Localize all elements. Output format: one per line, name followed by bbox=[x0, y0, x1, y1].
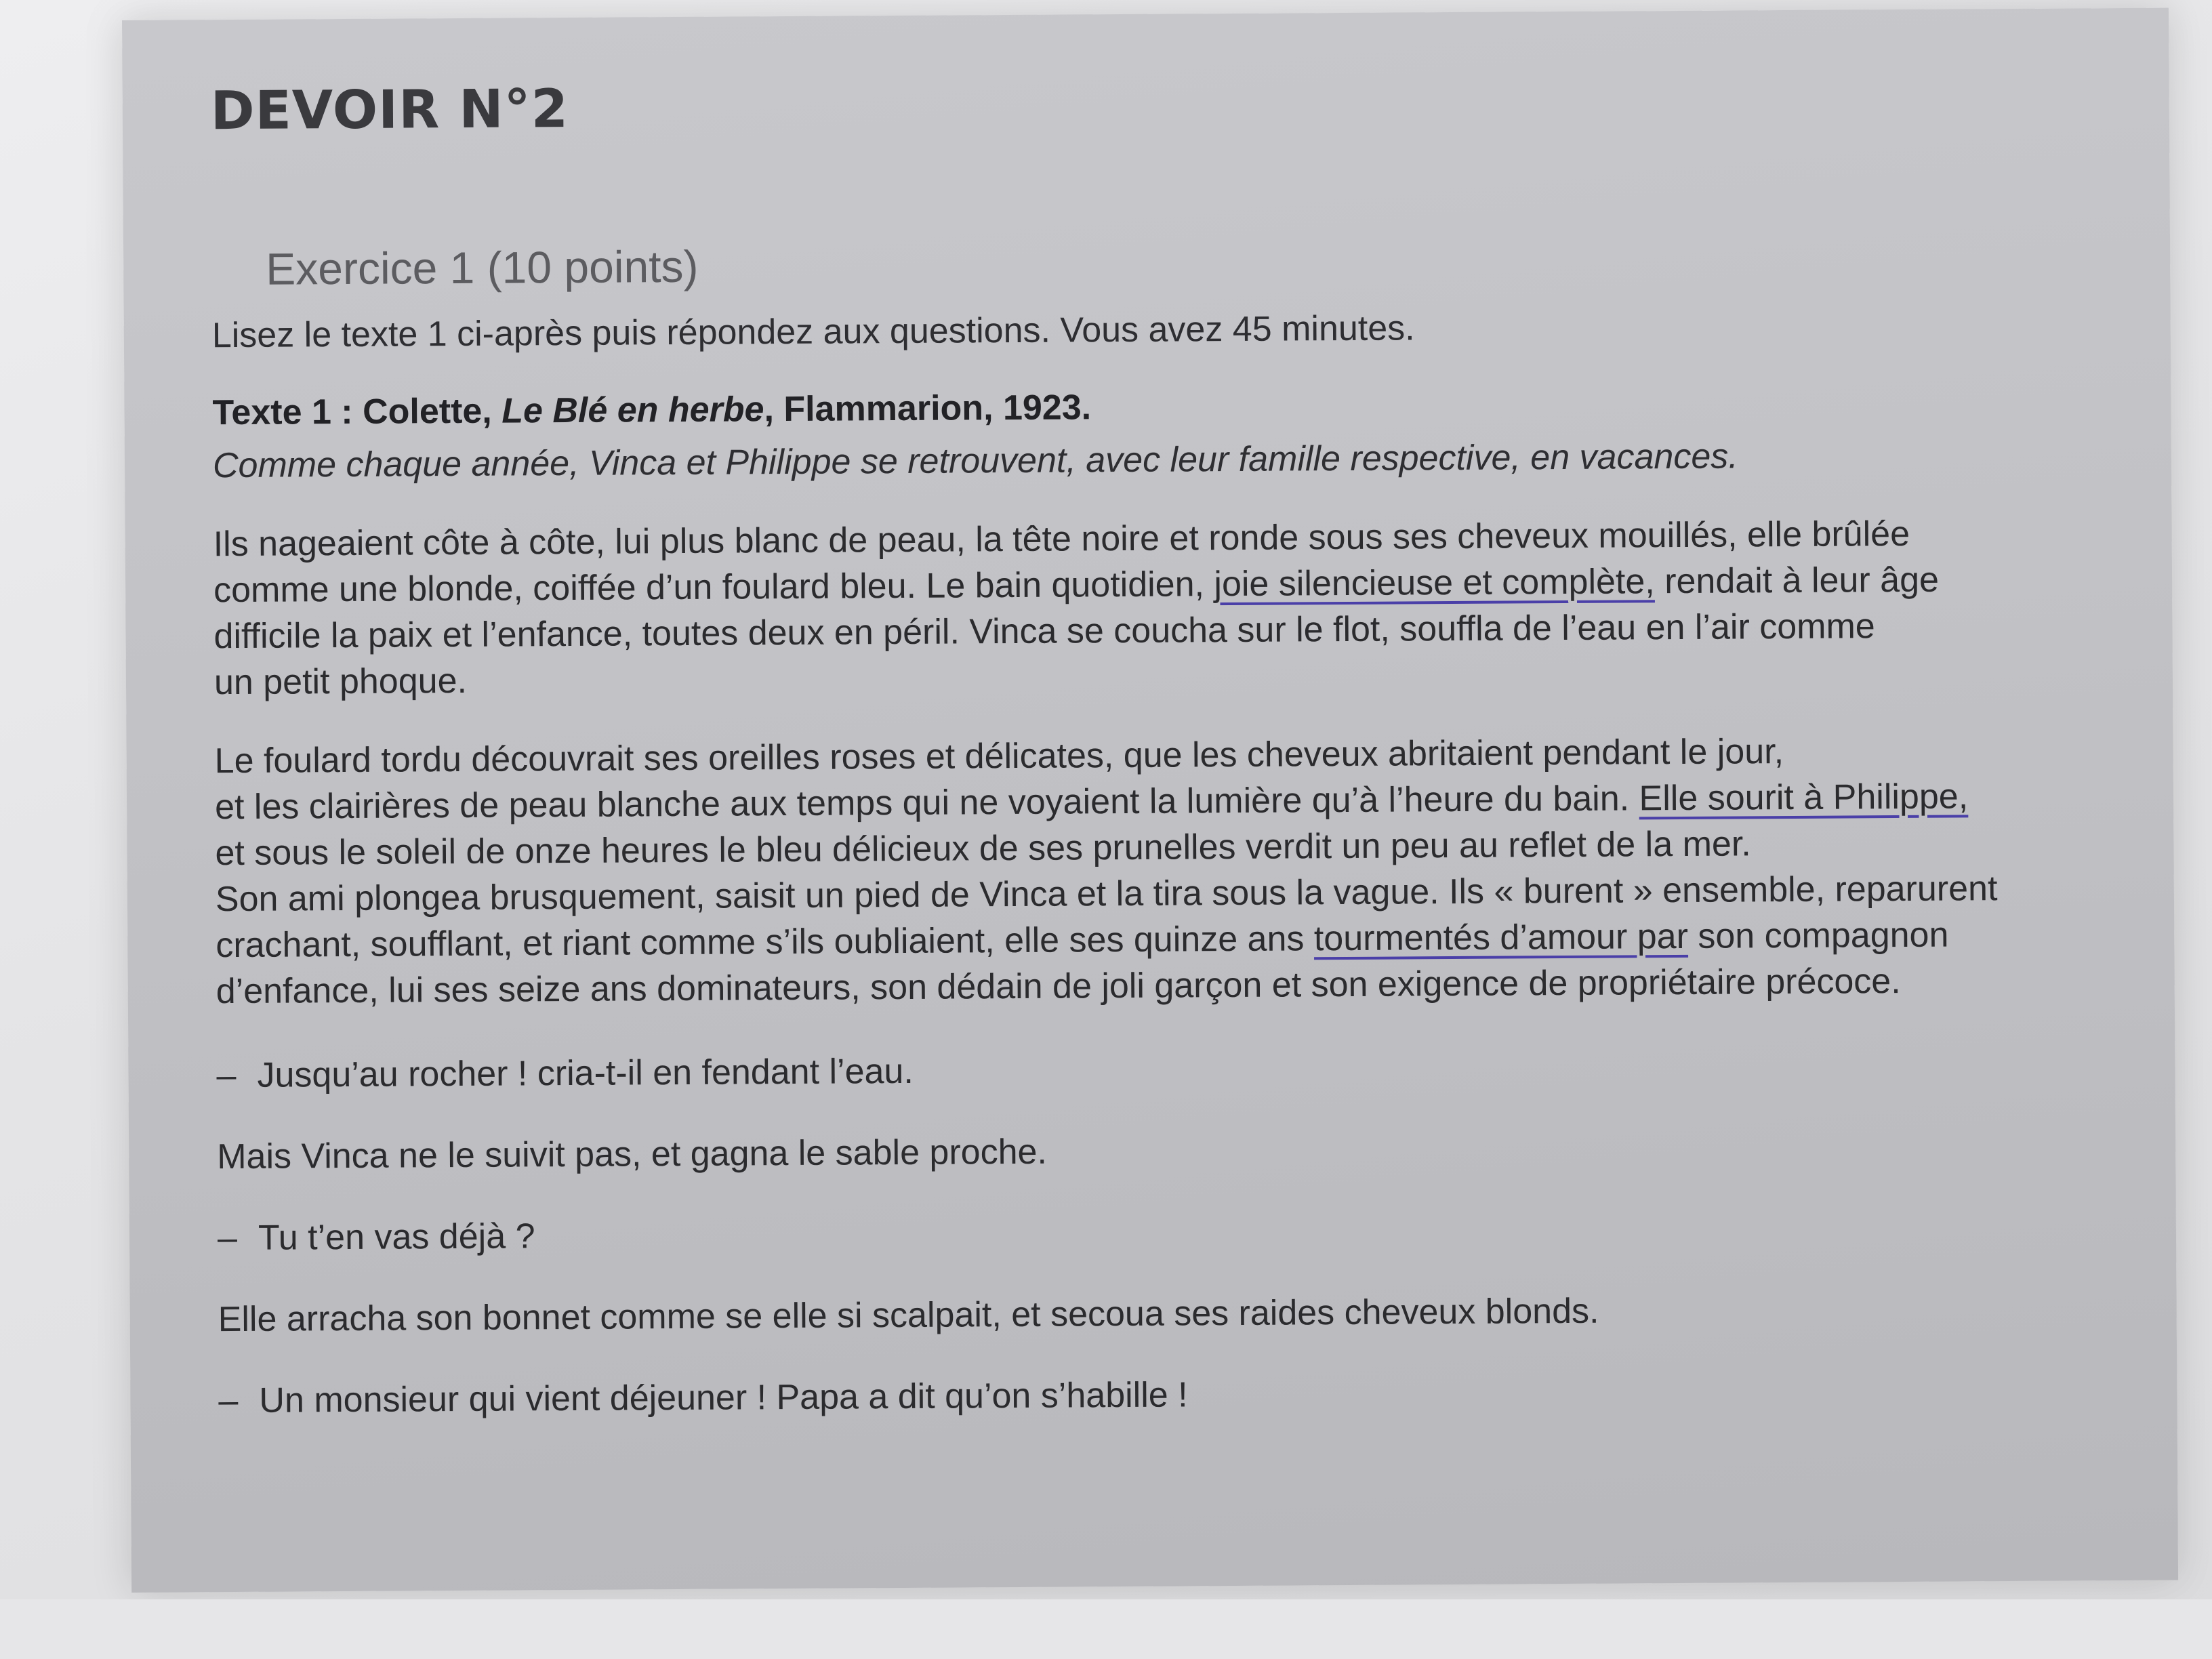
paragraph-1 bbox=[213, 510, 2112, 705]
paragraph-line: Son ami plongea brusquement, saisit un pied de Vinca et la tira sous la vague. Ils « burent » ensemble, reparurent bbox=[215, 869, 1998, 920]
paper-sheet bbox=[122, 8, 2178, 1593]
narration-line bbox=[218, 1288, 2116, 1340]
dialogue-line bbox=[218, 1369, 2116, 1421]
paragraph-line: difficile la paix et l’enfance, toutes deux en péril. Vinca se coucha sur le flot, souffla de l’eau en l’air comme bbox=[213, 607, 1875, 657]
paragraph-line: un petit phoque. bbox=[213, 661, 468, 703]
narration-text: Elle arracha son bonnet comme se elle si scalpait, et secoua ses raides cheveux blonds. bbox=[218, 1291, 1599, 1340]
line-segment: rendait à leur âge bbox=[1654, 560, 1940, 602]
page-content bbox=[211, 69, 2116, 1421]
dialogue-line bbox=[218, 1206, 2115, 1258]
instruction-text: Lisez le texte 1 ci-après puis répondez aux questions. Vous avez 45 minutes. bbox=[211, 308, 1415, 356]
dialogue-dash: – bbox=[218, 1380, 239, 1421]
paragraph-line: d’enfance, lui ses seize ans dominateurs, son dédain de joli garçon et son exigence de propriétaire précoce. bbox=[216, 961, 1901, 1012]
dialogue-text: Tu t’en vas déjà ? bbox=[258, 1216, 535, 1258]
dialogue-line bbox=[216, 1044, 2114, 1096]
line-segment: son compagnon bbox=[1687, 915, 1949, 956]
line-segment: crachant, soufflant, et riant comme s’ils oubliaient, elle ses quinze ans bbox=[216, 919, 1315, 966]
page-title: DEVOIR N°2 bbox=[210, 78, 569, 142]
dialogue-dash: – bbox=[217, 1218, 238, 1258]
underlined-phrase: Elle sourit à Philippe, bbox=[1639, 777, 1969, 819]
paragraph-2 bbox=[214, 726, 2113, 1015]
underlined-phrase: tourmentés d’amour par bbox=[1313, 916, 1689, 959]
line-segment: et les clairières de peau blanche aux temps qui ne voyaient la lumière qu’à l’heure du bain. bbox=[214, 779, 1639, 827]
dialogue-dash: – bbox=[216, 1056, 237, 1096]
text-reference bbox=[212, 381, 2110, 433]
text-ref-prefix: Texte 1 : Colette, bbox=[212, 391, 502, 433]
paragraph-line: Ils nageaient côte à côte, lui plus blanc de peau, la tête noire et ronde sous ses cheveux mouillés, elle brûlée bbox=[213, 514, 1910, 565]
narration-line bbox=[217, 1125, 2114, 1177]
text-ref-suffix: , Flammarion, 1923. bbox=[764, 388, 1092, 430]
paragraph-line: Le foulard tordu découvrait ses oreilles roses et délicates, que les cheveux abritaient pendant le jour, bbox=[214, 732, 1784, 781]
narration-text: Mais Vinca ne le suivit pas, et gagna le sable proche. bbox=[217, 1132, 1048, 1177]
book-title: Le Blé en herbe bbox=[501, 390, 764, 431]
line-segment: comme une blonde, coiffée d’un foulard bleu. Le bain quotidien, bbox=[213, 565, 1214, 611]
underlined-phrase: joie silencieuse et complète, bbox=[1214, 562, 1655, 605]
page-bottom-edge bbox=[0, 1599, 2212, 1659]
paragraph-line: et sous le soleil de onze heures le bleu délicieux de ses prunelles verdit un peu au reflet de la mer. bbox=[215, 824, 1751, 874]
dialogue-text: Un monsieur qui vient déjeuner ! Papa a dit qu’on s’habille ! bbox=[259, 1375, 1188, 1420]
exercise-heading: Exercice 1 (10 points) bbox=[266, 241, 699, 294]
dialogue-text: Jusqu’au rocher ! cria-t-il en fendant l’eau. bbox=[257, 1051, 914, 1095]
intro-text: Comme chaque année, Vinca et Philippe se retrouvent, avec leur famille respective, en vacances. bbox=[212, 436, 1738, 486]
